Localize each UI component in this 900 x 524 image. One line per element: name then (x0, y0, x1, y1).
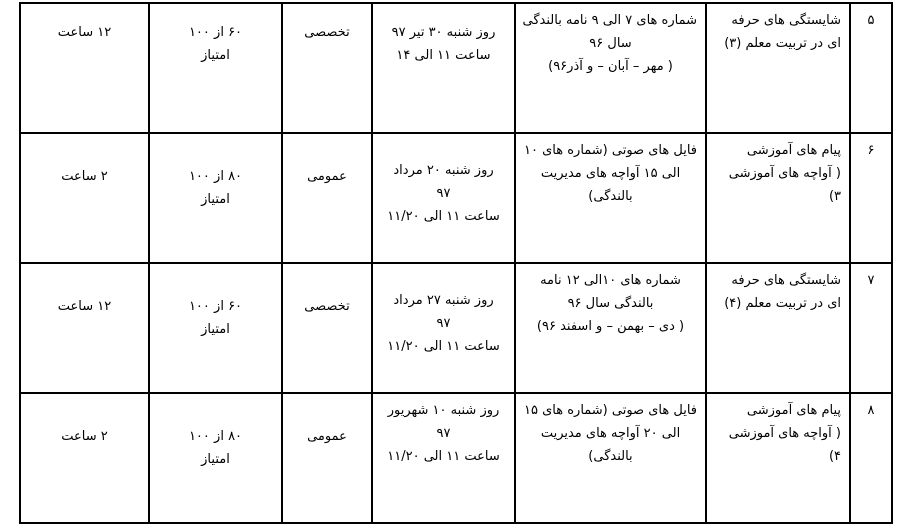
hours-value: ۱۲ ساعت (57, 25, 112, 40)
subject-line: سال ۹۶ (589, 36, 632, 51)
subject-cell (515, 393, 706, 523)
score-cell (149, 3, 282, 133)
hours-cell (20, 263, 149, 393)
date-line: ساعت ۱۱ الی ۱۱/۲۰ (387, 449, 500, 464)
course-title-line: پیام های آموزشی (746, 403, 841, 418)
hours-cell (20, 393, 149, 523)
date-line: ساعت ۱۱ الی ۱۴ (396, 48, 491, 63)
subject-cell (515, 263, 706, 393)
table-row (20, 393, 892, 523)
type-cell (282, 133, 372, 263)
row-number: ۶ (850, 133, 892, 263)
score-value: ۸۰ از ۱۰۰ (188, 429, 243, 444)
subject-line: الی ۲۰ آواچه های مدیریت (540, 426, 681, 441)
subject-line: بالندگی سال ۹۶ (567, 296, 654, 311)
hours-value: ۲ ساعت (61, 429, 108, 444)
course-title-line: ای در تربیت معلم (۴) (724, 296, 841, 311)
score-value: ۶۰ از ۱۰۰ (188, 25, 243, 40)
course-title-cell (706, 133, 850, 263)
hours-value: ۱۲ ساعت (57, 299, 112, 314)
score-unit: امتیاز (201, 48, 230, 63)
date-cell (372, 133, 515, 263)
table-row (20, 263, 892, 393)
date-line: ۹۷ (436, 316, 451, 331)
date-cell (372, 263, 515, 393)
row-number: ۸ (850, 393, 892, 523)
hours-cell (20, 133, 149, 263)
score-cell (149, 393, 282, 523)
date-line: ساعت ۱۱ الی ۱۱/۲۰ (387, 339, 500, 354)
date-cell (372, 3, 515, 133)
course-title-line: ۴) (828, 449, 841, 464)
row-number: ۷ (850, 263, 892, 393)
subject-cell (515, 3, 706, 133)
subject-line: فایل های صوتی (شماره های ۱۰ (524, 143, 697, 158)
course-title-line: شایستگی های حرفه (731, 13, 841, 28)
type-cell (282, 393, 372, 523)
row-number: ۵ (850, 3, 892, 133)
subject-line: بالندگی) (588, 189, 633, 204)
score-cell (149, 133, 282, 263)
course-type: تخصصی (304, 25, 350, 40)
type-cell (282, 263, 372, 393)
subject-line: شماره های ۱۰الی ۱۲ نامه (540, 273, 681, 288)
subject-line: شماره های ۷ الی ۹ نامه بالندگی (522, 13, 697, 28)
subject-line: ( مهر – آبان – و آذر۹۶) (548, 59, 673, 74)
schedule-table (19, 2, 893, 524)
course-title-line: ای در تربیت معلم (۳) (724, 36, 841, 51)
type-cell (282, 3, 372, 133)
course-type: تخصصی (304, 299, 350, 314)
date-line: روز شنبه ۱۰ شهریور (387, 403, 500, 418)
date-line: ۹۷ (436, 186, 451, 201)
score-unit: امتیاز (201, 322, 230, 337)
date-line: روز شنبه ۳۰ تیر ۹۷ (391, 25, 496, 40)
date-line: ۹۷ (436, 426, 451, 441)
date-line: ساعت ۱۱ الی ۱۱/۲۰ (387, 209, 500, 224)
score-unit: امتیاز (201, 452, 230, 467)
date-line: روز شنبه ۲۷ مرداد (393, 293, 494, 308)
score-value: ۶۰ از ۱۰۰ (188, 299, 243, 314)
course-title-line: پیام های آموزشی (746, 143, 841, 158)
subject-line: ( دی – بهمن – و اسفند ۹۶) (536, 319, 685, 334)
score-unit: امتیاز (201, 192, 230, 207)
course-type: عمومی (307, 169, 347, 184)
course-type: عمومی (307, 429, 347, 444)
score-cell (149, 263, 282, 393)
course-title-cell (706, 3, 850, 133)
hours-cell (20, 3, 149, 133)
course-title-line: ( آواچه های آموزشی (728, 166, 841, 181)
subject-line: فایل های صوتی (شماره های ۱۵ (524, 403, 697, 418)
hours-value: ۲ ساعت (61, 169, 108, 184)
subject-cell (515, 133, 706, 263)
course-title-cell (706, 393, 850, 523)
table-row (20, 133, 892, 263)
subject-line: بالندگی) (588, 449, 633, 464)
score-value: ۸۰ از ۱۰۰ (188, 169, 243, 184)
table-row (20, 3, 892, 133)
date-cell (372, 393, 515, 523)
subject-line: الی ۱۵ آواچه های مدیریت (540, 166, 681, 181)
course-title-line: ۳) (828, 189, 841, 204)
date-line: روز شنبه ۲۰ مرداد (393, 163, 494, 178)
course-title-line: ( آواچه های آموزشی (728, 426, 841, 441)
course-title-cell (706, 263, 850, 393)
course-title-line: شایستگی های حرفه (731, 273, 841, 288)
